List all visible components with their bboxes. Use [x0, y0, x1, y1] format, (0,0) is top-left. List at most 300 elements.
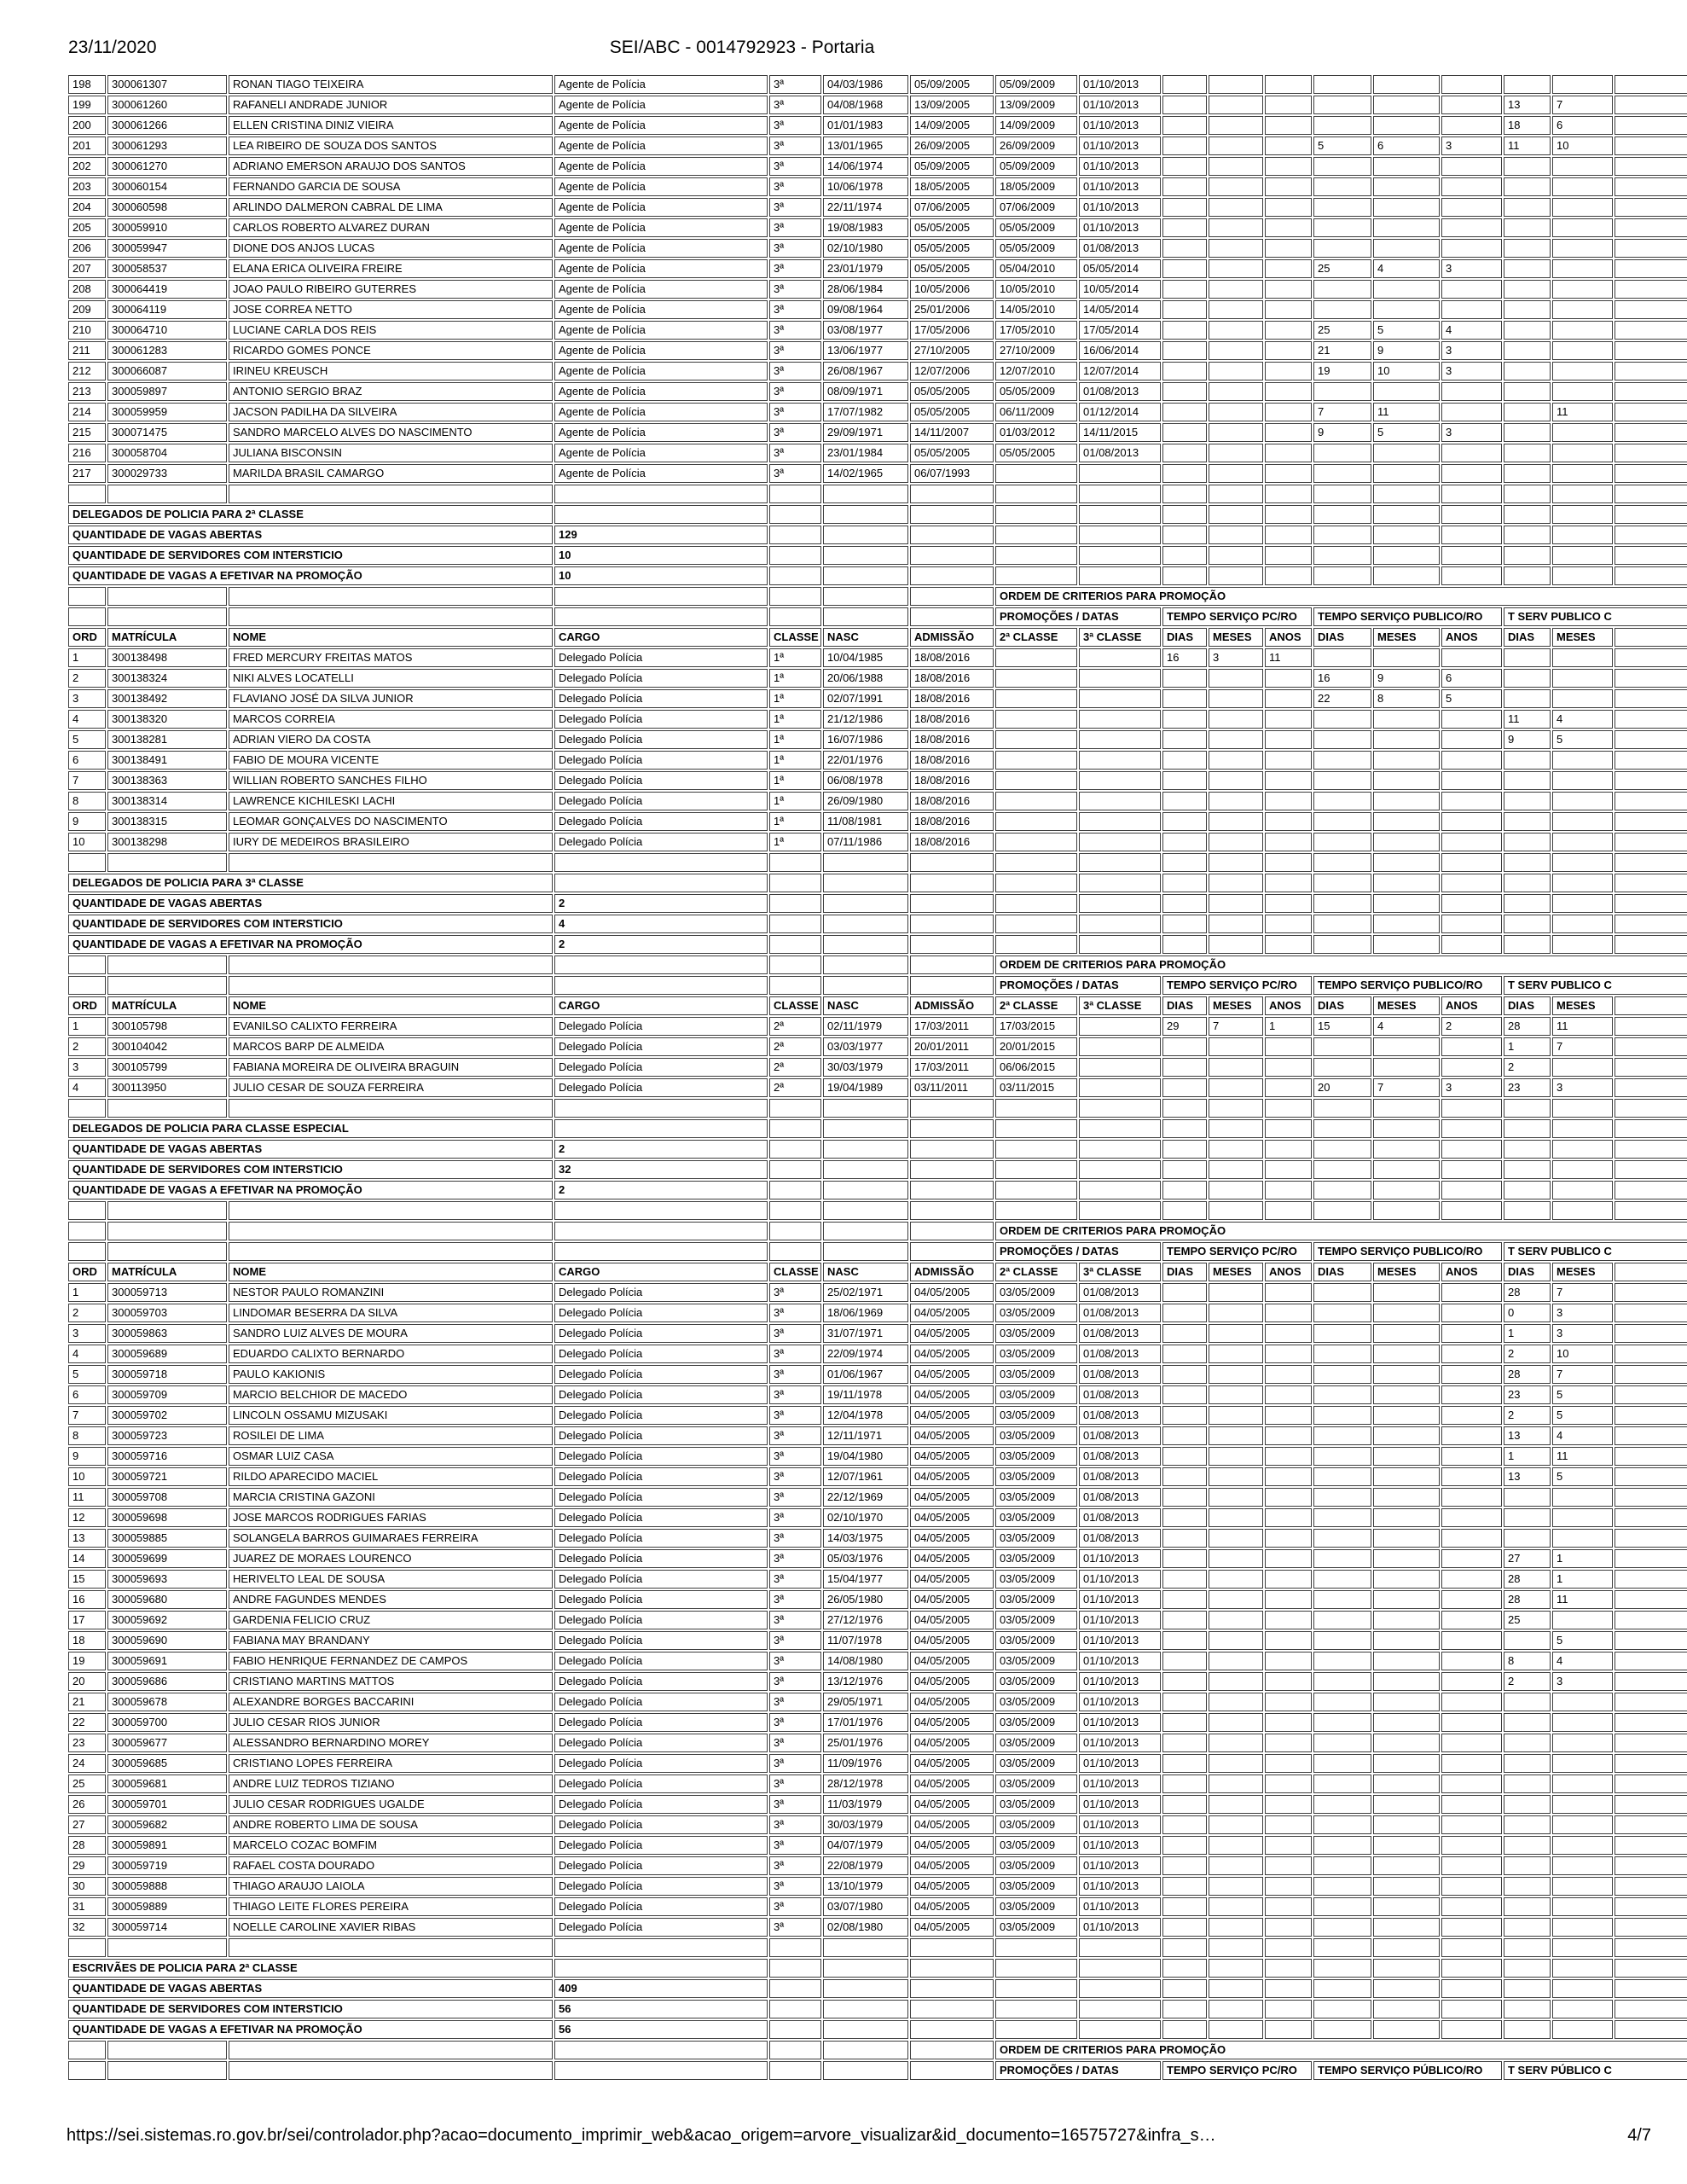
col-header-5: NASC	[823, 996, 908, 1015]
cell	[769, 587, 821, 606]
classe-cell: 3ª	[769, 403, 821, 421]
col-header-2: NOME	[229, 628, 553, 647]
classe2-date-cell: 03/05/2009	[995, 1283, 1077, 1302]
matricula-cell: 300059910	[107, 218, 227, 237]
pub-anos-cell	[1441, 464, 1502, 483]
data-row	[68, 1365, 1687, 1384]
classe2-date-cell: 10/05/2010	[995, 280, 1077, 299]
nome-cell: ALEXANDRE BORGES BACCARINI	[229, 1693, 553, 1711]
cell	[1373, 894, 1440, 913]
ordem-criterios-label: ORDEM DE CRITERIOS PARA PROMOÇÃO	[995, 2041, 1687, 2059]
cell	[1313, 1201, 1371, 1220]
cell	[823, 1938, 908, 1957]
tserv-dias-cell	[1504, 1508, 1551, 1527]
tserv-meses-cell: 1	[1552, 1570, 1613, 1589]
cell	[769, 526, 821, 544]
cargo-cell: Agente de Polícia	[554, 321, 768, 340]
pub-dias-cell	[1313, 1836, 1371, 1855]
cell	[769, 1938, 821, 1957]
tserv-publico-label: T SERV PÚBLICO C	[1504, 2061, 1687, 2080]
pc-anos-cell	[1265, 259, 1312, 278]
pc-anos-cell	[1265, 792, 1312, 810]
cell	[769, 1181, 821, 1199]
ord-cell: 203	[68, 177, 106, 196]
matricula-cell: 300059701	[107, 1795, 227, 1814]
cell	[823, 2000, 908, 2018]
pub-meses-cell: 10	[1373, 362, 1440, 380]
pc-meses-cell	[1209, 1713, 1263, 1732]
pc-meses-cell	[1209, 1774, 1263, 1793]
cell	[769, 1140, 821, 1159]
cargo-cell: Delegado Polícia	[554, 1304, 768, 1322]
matricula-cell: 300061293	[107, 136, 227, 155]
pc-dias-cell	[1162, 75, 1207, 94]
pub-dias-cell	[1313, 1058, 1371, 1077]
admissao-cell: 20/01/2011	[910, 1037, 994, 1056]
matricula-cell: 300059719	[107, 1856, 227, 1875]
ord-cell: 209	[68, 300, 106, 319]
pub-dias-cell: 25	[1313, 321, 1371, 340]
spacer-row	[68, 485, 1687, 503]
ord-cell: 210	[68, 321, 106, 340]
promocoes-datas-label: PROMOÇÕES / DATAS	[995, 976, 1161, 995]
nasc-cell: 02/11/1979	[823, 1017, 908, 1036]
nome-cell: CRISTIANO MARTINS MATTOS	[229, 1672, 553, 1691]
cell	[68, 1242, 106, 1261]
ord-cell: 7	[68, 771, 106, 790]
cell	[1265, 1938, 1312, 1957]
ordem-criterios-label: ORDEM DE CRITERIOS PARA PROMOÇÃO	[995, 956, 1687, 974]
tserv-meses-cell	[1552, 648, 1613, 667]
admissao-cell: 04/05/2005	[910, 1631, 994, 1650]
cell	[995, 874, 1077, 892]
tserv-dias-cell	[1504, 1795, 1551, 1814]
cell	[995, 1119, 1077, 1138]
cell	[910, 546, 994, 565]
pub-dias-cell	[1313, 198, 1371, 217]
nasc-cell: 26/05/1980	[823, 1590, 908, 1609]
tempo-servico-publico-label: TEMPO SERVIÇO PUBLICO/RO	[1313, 1242, 1502, 1261]
pub-anos-cell: 3	[1441, 1078, 1502, 1097]
pub-dias-cell: 7	[1313, 403, 1371, 421]
pc-meses-cell	[1209, 1508, 1263, 1527]
cell	[229, 1201, 553, 1220]
cell	[1162, 1099, 1207, 1118]
pub-anos-cell	[1441, 300, 1502, 319]
pub-anos-cell	[1441, 1672, 1502, 1691]
pub-dias-cell: 19	[1313, 362, 1371, 380]
col-header-8: 3ª CLASSE	[1079, 628, 1161, 647]
pc-anos-cell	[1265, 198, 1312, 217]
tserv-meses-cell	[1552, 280, 1613, 299]
pub-meses-cell: 5	[1373, 423, 1440, 442]
pub-meses-cell	[1373, 1508, 1440, 1527]
cell	[107, 1099, 227, 1118]
data-row	[68, 751, 1687, 770]
cell	[823, 1242, 908, 1261]
cell	[1615, 157, 1687, 176]
classe-cell: 3ª	[769, 218, 821, 237]
tserv-meses-cell	[1552, 198, 1613, 217]
nasc-cell: 05/03/1976	[823, 1549, 908, 1568]
pc-dias-cell	[1162, 1467, 1207, 1486]
pc-meses-cell	[1209, 1365, 1263, 1384]
cell	[1615, 751, 1687, 770]
cell	[1615, 1959, 1687, 1978]
pc-meses-cell	[1209, 1488, 1263, 1507]
classe-cell: 1ª	[769, 812, 821, 831]
col-header-5: NASC	[823, 628, 908, 647]
cell	[1552, 915, 1613, 933]
classe3-date-cell: 01/10/2013	[1079, 1856, 1161, 1875]
tserv-dias-cell: 28	[1504, 1365, 1551, 1384]
cargo-cell: Delegado Polícia	[554, 1570, 768, 1589]
pub-anos-cell: 3	[1441, 341, 1502, 360]
cell	[1373, 1119, 1440, 1138]
matricula-cell: 300061283	[107, 341, 227, 360]
classe3-date-cell: 01/10/2013	[1079, 1774, 1161, 1793]
classe3-date-cell: 01/10/2013	[1079, 1590, 1161, 1609]
pc-anos-cell	[1265, 382, 1312, 401]
vagas-abertas-label: QUANTIDADE DE VAGAS ABERTAS	[68, 1979, 553, 1998]
matricula-cell: 300059721	[107, 1467, 227, 1486]
pub-anos-cell	[1441, 1324, 1502, 1343]
data-row	[68, 1078, 1687, 1097]
classe-cell: 3ª	[769, 1590, 821, 1609]
tserv-meses-cell	[1552, 382, 1613, 401]
nome-cell: CARLOS ROBERTO ALVAREZ DURAN	[229, 218, 553, 237]
pub-meses-cell	[1373, 1447, 1440, 1466]
pub-dias-cell	[1313, 75, 1371, 94]
promocoes-datas-label: PROMOÇÕES / DATAS	[995, 1242, 1161, 1261]
nome-cell: LINDOMAR BESERRA DA SILVA	[229, 1304, 553, 1322]
section-title: DELEGADOS DE POLICIA PARA 3ª CLASSE	[68, 874, 553, 892]
ord-cell: 212	[68, 362, 106, 380]
pub-meses-cell	[1373, 1406, 1440, 1425]
pc-dias-cell	[1162, 771, 1207, 790]
vagas-efetivar-row	[68, 935, 1687, 954]
tserv-dias-cell	[1504, 1734, 1551, 1752]
data-row	[68, 341, 1687, 360]
pub-anos-cell	[1441, 1877, 1502, 1896]
admissao-cell: 25/01/2006	[910, 300, 994, 319]
pc-meses-cell	[1209, 1447, 1263, 1466]
ord-cell: 207	[68, 259, 106, 278]
cell	[1313, 935, 1371, 954]
nasc-cell: 11/03/1979	[823, 1795, 908, 1814]
cargo-cell: Agente de Polícia	[554, 96, 768, 114]
tserv-dias-cell	[1504, 300, 1551, 319]
pub-anos-cell	[1441, 1508, 1502, 1527]
cell	[1615, 116, 1687, 135]
cell	[1615, 1979, 1687, 1998]
pc-dias-cell	[1162, 96, 1207, 114]
cell	[1615, 628, 1687, 647]
tserv-dias-cell: 2	[1504, 1058, 1551, 1077]
cell	[910, 935, 994, 954]
cell	[554, 956, 768, 974]
pc-dias-cell	[1162, 444, 1207, 462]
cell	[1552, 1140, 1613, 1159]
classe3-date-cell	[1079, 648, 1161, 667]
cell	[1552, 874, 1613, 892]
ord-cell: 7	[68, 1406, 106, 1425]
admissao-cell: 04/05/2005	[910, 1406, 994, 1425]
tserv-meses-cell	[1552, 1488, 1613, 1507]
cell	[1162, 853, 1207, 872]
pc-dias-cell	[1162, 1590, 1207, 1609]
matricula-cell: 300059690	[107, 1631, 227, 1650]
pc-dias-cell	[1162, 198, 1207, 217]
pub-dias-cell	[1313, 1570, 1371, 1589]
pc-meses-cell	[1209, 1570, 1263, 1589]
classe3-date-cell: 01/10/2013	[1079, 1795, 1161, 1814]
cell	[1615, 1631, 1687, 1650]
data-row	[68, 1017, 1687, 1036]
classe-cell: 3ª	[769, 464, 821, 483]
cell	[229, 1099, 553, 1118]
ord-cell: 19	[68, 1652, 106, 1670]
data-row	[68, 730, 1687, 749]
classe3-date-cell	[1079, 1037, 1161, 1056]
pc-meses-cell	[1209, 1304, 1263, 1322]
pub-dias-cell	[1313, 1652, 1371, 1670]
admissao-cell: 13/09/2005	[910, 96, 994, 114]
cargo-cell: Agente de Polícia	[554, 239, 768, 258]
pc-dias-cell	[1162, 239, 1207, 258]
cell	[1615, 833, 1687, 851]
classe-cell: 3ª	[769, 136, 821, 155]
cell	[1079, 853, 1161, 872]
nasc-cell: 03/03/1977	[823, 1037, 908, 1056]
cell	[1373, 853, 1440, 872]
pc-anos-cell	[1265, 423, 1312, 442]
ord-cell: 2	[68, 669, 106, 688]
cell	[229, 853, 553, 872]
data-row	[68, 1447, 1687, 1466]
classe2-date-cell: 03/11/2015	[995, 1078, 1077, 1097]
ord-cell: 199	[68, 96, 106, 114]
cell	[1615, 1897, 1687, 1916]
pc-meses-cell	[1209, 403, 1263, 421]
data-row	[68, 177, 1687, 196]
pub-anos-cell	[1441, 1304, 1502, 1322]
cell	[1615, 1815, 1687, 1834]
cell	[1615, 996, 1687, 1015]
nasc-cell: 13/06/1977	[823, 341, 908, 360]
pub-dias-cell	[1313, 300, 1371, 319]
pc-dias-cell	[1162, 1611, 1207, 1629]
pc-anos-cell	[1265, 751, 1312, 770]
pc-meses-cell	[1209, 669, 1263, 688]
tserv-meses-cell	[1552, 1795, 1613, 1814]
pc-meses-cell	[1209, 321, 1263, 340]
col-header-11: ANOS	[1265, 628, 1312, 647]
vagas-efetivar-label: QUANTIDADE DE VAGAS A EFETIVAR NA PROMOÇÃO	[68, 935, 553, 954]
cell	[554, 2041, 768, 2059]
pc-meses-cell	[1209, 341, 1263, 360]
col-header-13: MESES	[1373, 628, 1440, 647]
cell	[1441, 485, 1502, 503]
pc-meses-cell	[1209, 1672, 1263, 1691]
pc-anos-cell	[1265, 812, 1312, 831]
pc-anos-cell	[1265, 710, 1312, 729]
pc-meses-cell	[1209, 1529, 1263, 1548]
classe-cell: 3ª	[769, 1508, 821, 1527]
tserv-dias-cell	[1504, 1713, 1551, 1732]
col-header-14: ANOS	[1441, 1263, 1502, 1281]
cargo-cell: Delegado Polícia	[554, 792, 768, 810]
classe2-date-cell: 03/05/2009	[995, 1856, 1077, 1875]
pc-anos-cell	[1265, 362, 1312, 380]
matricula-cell: 300058537	[107, 259, 227, 278]
cell	[769, 505, 821, 524]
classe-cell: 3ª	[769, 177, 821, 196]
cell	[769, 1099, 821, 1118]
cargo-cell: Delegado Polícia	[554, 1713, 768, 1732]
cell	[1615, 1426, 1687, 1445]
nome-cell: ANDRE FAGUNDES MENDES	[229, 1590, 553, 1609]
pub-meses-cell	[1373, 1037, 1440, 1056]
nasc-cell: 01/01/1983	[823, 116, 908, 135]
ord-cell: 200	[68, 116, 106, 135]
cell	[1615, 792, 1687, 810]
admissao-cell: 05/05/2005	[910, 218, 994, 237]
matricula-cell: 300104042	[107, 1037, 227, 1056]
data-row	[68, 1877, 1687, 1896]
servidores-intersticio-row	[68, 546, 1687, 565]
classe-cell: 1ª	[769, 771, 821, 790]
pc-dias-cell	[1162, 1058, 1207, 1077]
tserv-dias-cell: 13	[1504, 96, 1551, 114]
pub-dias-cell	[1313, 710, 1371, 729]
cell	[910, 1099, 994, 1118]
cell	[1441, 1979, 1502, 1998]
vagas-abertas-value: 2	[554, 894, 768, 913]
cargo-cell: Delegado Polícia	[554, 1365, 768, 1384]
pc-anos-cell	[1265, 341, 1312, 360]
cell	[1441, 526, 1502, 544]
cell	[68, 607, 106, 626]
cell	[1615, 566, 1687, 585]
cell	[1209, 505, 1263, 524]
matricula-cell: 300059888	[107, 1877, 227, 1896]
nasc-cell: 22/09/1974	[823, 1345, 908, 1363]
classe2-date-cell: 06/06/2015	[995, 1058, 1077, 1077]
nome-cell: FRED MERCURY FREITAS MATOS	[229, 648, 553, 667]
pub-meses-cell	[1373, 1385, 1440, 1404]
col-header-7: 2ª CLASSE	[995, 996, 1077, 1015]
pub-dias-cell	[1313, 751, 1371, 770]
classe2-date-cell: 03/05/2009	[995, 1385, 1077, 1404]
data-row	[68, 300, 1687, 319]
classe3-date-cell: 01/10/2013	[1079, 177, 1161, 196]
pub-meses-cell: 6	[1373, 136, 1440, 155]
pub-dias-cell	[1313, 1631, 1371, 1650]
matricula-cell: 300066087	[107, 362, 227, 380]
pub-anos-cell	[1441, 1467, 1502, 1486]
data-row	[68, 1549, 1687, 1568]
vagas-efetivar-value: 10	[554, 566, 768, 585]
pc-dias-cell	[1162, 1426, 1207, 1445]
cell	[910, 853, 994, 872]
pub-meses-cell	[1373, 1713, 1440, 1732]
col-header-14: ANOS	[1441, 996, 1502, 1015]
tserv-dias-cell	[1504, 280, 1551, 299]
pc-meses-cell	[1209, 280, 1263, 299]
matricula-cell: 300059713	[107, 1283, 227, 1302]
cell	[910, 1959, 994, 1978]
pc-dias-cell	[1162, 136, 1207, 155]
classe2-date-cell: 03/05/2009	[995, 1365, 1077, 1384]
nome-cell: HERIVELTO LEAL DE SOUSA	[229, 1570, 553, 1589]
cell	[107, 1222, 227, 1240]
nome-cell: FLAVIANO JOSÉ DA SILVA JUNIOR	[229, 689, 553, 708]
pc-dias-cell	[1162, 1918, 1207, 1937]
tserv-meses-cell: 11	[1552, 1590, 1613, 1609]
tserv-dias-cell: 2	[1504, 1406, 1551, 1425]
nome-cell: WILLIAN ROBERTO SANCHES FILHO	[229, 771, 553, 790]
tserv-meses-cell	[1552, 1754, 1613, 1773]
classe3-date-cell: 14/11/2015	[1079, 423, 1161, 442]
pc-anos-cell	[1265, 1897, 1312, 1916]
nome-cell: JOSE CORREA NETTO	[229, 300, 553, 319]
cell	[1265, 505, 1312, 524]
cargo-cell: Delegado Polícia	[554, 648, 768, 667]
cell	[1373, 1959, 1440, 1978]
cell	[1162, 1201, 1207, 1220]
section-title-row	[68, 1959, 1687, 1978]
classe3-date-cell: 01/08/2013	[1079, 382, 1161, 401]
matricula-cell: 300059685	[107, 1754, 227, 1773]
cell	[769, 915, 821, 933]
classe-cell: 3ª	[769, 1795, 821, 1814]
pc-meses-cell	[1209, 1037, 1263, 1056]
cell	[1079, 874, 1161, 892]
ord-cell: 5	[68, 1365, 106, 1384]
nome-cell: MARCOS BARP DE ALMEIDA	[229, 1037, 553, 1056]
nasc-cell: 27/12/1976	[823, 1611, 908, 1629]
classe-cell: 3ª	[769, 1529, 821, 1548]
pub-dias-cell	[1313, 1815, 1371, 1834]
col-header-7: 2ª CLASSE	[995, 1263, 1077, 1281]
cell	[1209, 566, 1263, 585]
vagas-efetivar-label: QUANTIDADE DE VAGAS A EFETIVAR NA PROMOÇÃO	[68, 1181, 553, 1199]
pub-meses-cell	[1373, 771, 1440, 790]
classe3-date-cell: 01/10/2013	[1079, 1918, 1161, 1937]
classe-cell: 3ª	[769, 1877, 821, 1896]
matricula-cell: 300059885	[107, 1529, 227, 1548]
data-row	[68, 96, 1687, 114]
matricula-cell: 300064710	[107, 321, 227, 340]
ord-cell: 204	[68, 198, 106, 217]
classe3-date-cell	[1079, 464, 1161, 483]
tserv-meses-cell: 10	[1552, 136, 1613, 155]
pub-dias-cell	[1313, 1774, 1371, 1793]
pc-anos-cell	[1265, 75, 1312, 94]
classe-cell: 3ª	[769, 1426, 821, 1445]
classe2-date-cell	[995, 812, 1077, 831]
pub-anos-cell	[1441, 198, 1502, 217]
cell	[1441, 2020, 1502, 2039]
servidores-intersticio-label: QUANTIDADE DE SERVIDORES COM INTERSTICIO	[68, 546, 553, 565]
nome-cell: LAWRENCE KICHILESKI LACHI	[229, 792, 553, 810]
pc-meses-cell: 7	[1209, 1017, 1263, 1036]
group-header-row	[68, 607, 1687, 626]
cell	[1552, 526, 1613, 544]
pub-anos-cell	[1441, 730, 1502, 749]
data-row	[68, 812, 1687, 831]
